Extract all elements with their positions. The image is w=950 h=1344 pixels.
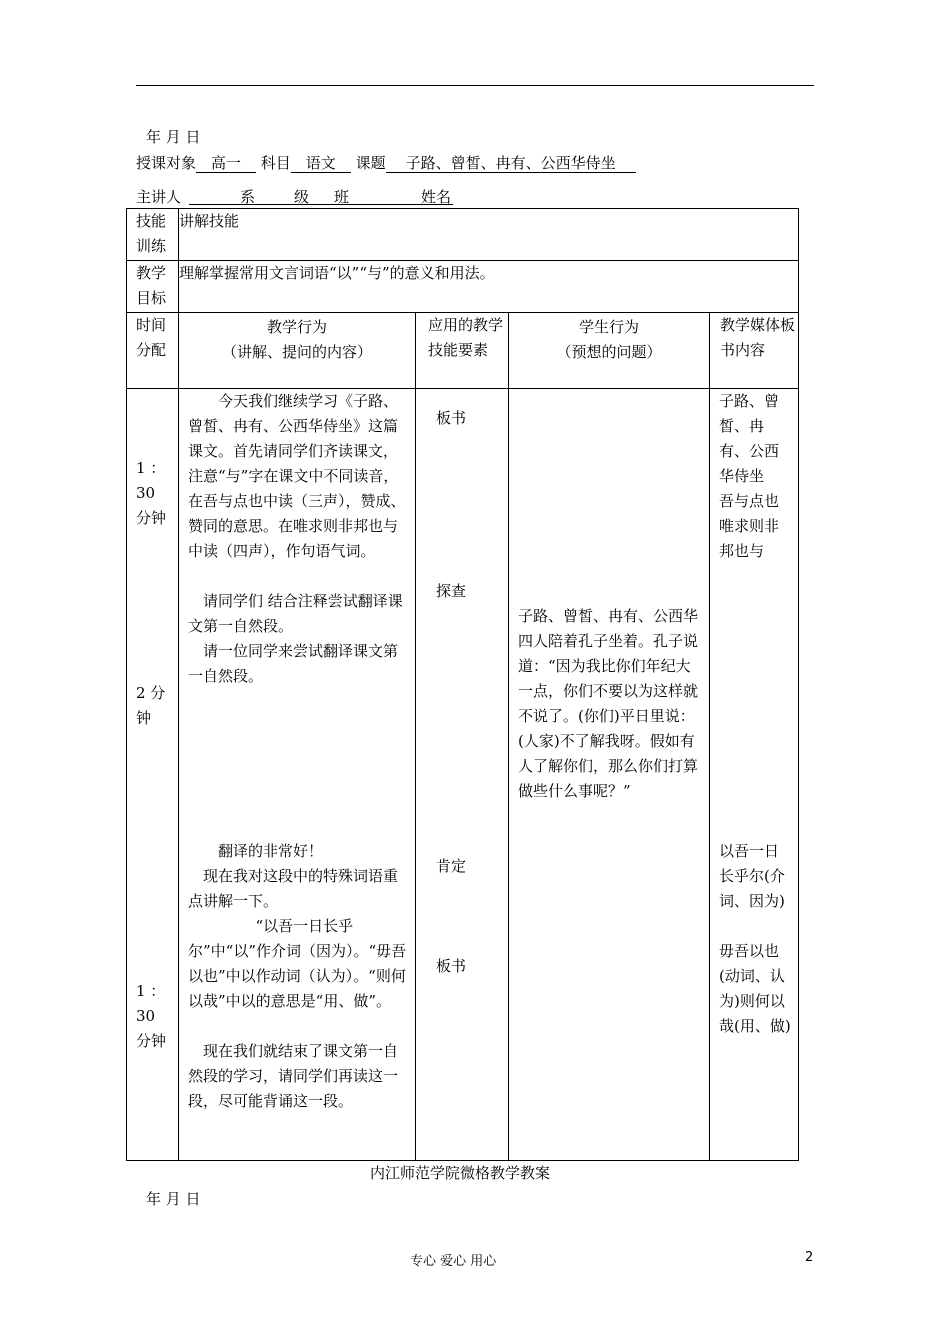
- page-number: 2: [805, 1250, 814, 1265]
- media-board-2: 吾与点也唯求则非邦也与: [719, 492, 780, 560]
- time-2-a: 2 分: [136, 684, 166, 702]
- time-3-b: 30: [136, 1007, 156, 1025]
- media-header: 教学媒体板书内容: [710, 313, 799, 389]
- skills-cell: [416, 389, 509, 1161]
- media-board-4: 毋吾以也(动词、认为)则何以哉(用、做): [719, 942, 791, 1035]
- student-cell: [509, 389, 710, 1161]
- teaching-header-sub: （讲解、提问的内容）: [221, 343, 372, 361]
- time-1-b: 30: [136, 484, 156, 502]
- target-label: 授课对象: [136, 154, 197, 172]
- content-row: [127, 389, 799, 1161]
- time-3-c: 分钟: [136, 1032, 167, 1050]
- lesson-info-line: [136, 152, 636, 173]
- teaching-cell: [179, 389, 416, 1161]
- time-cell: [127, 389, 179, 1161]
- goal-value: 理解掌握常用文言词语“以”“与”的意义和用法。: [179, 261, 799, 313]
- presenter-label: 主讲人: [136, 188, 182, 206]
- goal-label: 教学目标: [127, 261, 179, 313]
- dept-label: 系: [240, 188, 256, 206]
- subject-label: 科目: [260, 154, 291, 172]
- class-label: 班: [334, 188, 350, 206]
- footer-motto: 专心 爱心 用心: [410, 1254, 497, 1269]
- media-board-3: 以吾一日长乎尔(介词、因为): [719, 842, 785, 910]
- skill-board-2: 板书: [436, 957, 467, 975]
- subject-value: 语文: [291, 154, 351, 173]
- teaching-para-3: 请一位同学来尝试翻译课文第一自然段。: [188, 642, 399, 685]
- bottom-date-line: 年 月 日: [146, 1190, 201, 1208]
- skill-row: [127, 209, 799, 261]
- media-cell: [710, 389, 799, 1161]
- time-3-a: 1 ：: [136, 982, 166, 1000]
- media-board-1: 子路、曾皙、冉有、公西华侍坐: [719, 392, 780, 485]
- time-header: 时间分配: [127, 313, 179, 389]
- header-row: [127, 313, 799, 389]
- lesson-plan-table: [126, 208, 799, 1161]
- caption: 内江师范学院微格教学教案: [370, 1164, 551, 1182]
- teaching-para-7: 现在我们就结束了课文第一自然段的学习，请同学们再读这一段，尽可能背诵这一段。: [188, 1042, 399, 1110]
- skill-label: 技能训练: [127, 209, 179, 261]
- skill-value: 讲解技能: [179, 209, 799, 261]
- skill-affirm: 肯定: [436, 857, 467, 875]
- topic-value: 子路、曾皙、冉有、公西华侍坐: [386, 154, 636, 173]
- topic-label: 课题: [355, 154, 386, 172]
- time-1-a: 1 ：: [136, 459, 166, 477]
- target-value: 高一: [196, 154, 256, 173]
- teaching-para-4: 翻译的非常好！: [218, 842, 324, 860]
- top-rule: [136, 85, 814, 86]
- name-label: 姓名: [421, 188, 452, 206]
- date-line: 年 月 日: [146, 128, 201, 146]
- student-header-sub: （预想的问题）: [556, 343, 662, 361]
- grade-label: 级: [294, 188, 310, 206]
- presenter-line: [136, 186, 456, 206]
- teaching-para-2: 请同学们 结合注释尝试翻译课文第一自然段。: [188, 592, 403, 635]
- skill-board-1: 板书: [436, 409, 467, 427]
- teaching-para-1: 今天我们继续学习《子路、曾皙、冉有、公西华侍坐》这篇课文。首先请同学们齐读课文，注意“与”字在课文中不同读音，在吾与点也中读（三声），赞成、赞同的意思。在唯求则非邦也与中读（四声），作句语气词。: [188, 392, 406, 560]
- skill-probe: 探查: [436, 582, 467, 600]
- student-header: [509, 313, 710, 389]
- presenter-underline: [189, 204, 453, 205]
- student-translation: 子路、曾皙、冉有、公西华四人陪着孔子坐着。孔子说道：“因为我比你们年纪大一点，你们不要以为这样就不说了。(你们)平日里说：(人家)不了解我呀。假如有人了解你们，那么你们打算做些什么事呢？”: [518, 607, 699, 800]
- goal-row: [127, 261, 799, 313]
- student-header-title: 学生行为: [578, 318, 639, 336]
- time-2-b: 钟: [136, 709, 152, 727]
- skills-header: 应用的教学技能要素: [416, 313, 509, 389]
- teaching-header: [179, 313, 416, 389]
- teaching-header-title: 教学行为: [266, 318, 327, 336]
- time-1-c: 分钟: [136, 509, 167, 527]
- teaching-para-5: 现在我对这段中的特殊词语重点讲解一下。: [188, 867, 399, 910]
- teaching-para-6: “以吾一日长乎尔”中“以”作介词（因为）。“毋吾以也”中以作动词（认为）。“则何以哉”中以的意思是“用、做”。: [188, 917, 407, 1010]
